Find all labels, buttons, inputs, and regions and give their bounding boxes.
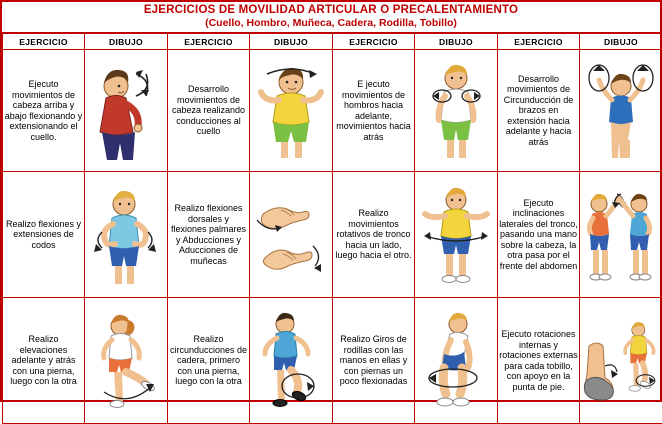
exercise-drawing (580, 50, 662, 172)
leg-raise-figure (86, 306, 166, 416)
trunk-rotation-figure (416, 180, 496, 290)
exercise-text: Ejecuto inclinaciones laterales del tronco, pasando una mano sobre la cabeza, la otra pasa por el frente del abdomen (498, 172, 580, 298)
exercise-drawing (580, 298, 662, 424)
exercise-text: Realizo elevaciones adelante y atrás con una pierna, luego con la otra (3, 298, 85, 424)
exercise-drawing (250, 172, 333, 298)
header-drawing-1: DIBUJO (85, 34, 168, 50)
header-drawing-4: DIBUJO (580, 34, 662, 50)
exercise-drawing (415, 172, 498, 298)
exercise-text: Realizo movimientos rotativos de tronco hacia un lado, luego hacia el otro. (333, 172, 415, 298)
header-exercise-4: EJERCICIO (498, 34, 580, 50)
exercise-text: Realizo flexiones dorsales y flexiones palmares y Abducciones y Aducciones de muñecas (168, 172, 250, 298)
exercise-drawing (85, 298, 168, 424)
table-row (3, 50, 662, 172)
exercise-text: Ejecuto rotaciones internas y rotaciones externas para cada tobillo, con apoyo en la punta de pie. (498, 298, 580, 424)
title-line-2: (Cuello, Hombro, Muñeca, Cadera, Rodilla, Tobillo) (2, 17, 660, 29)
elbow-flexion-figure (86, 180, 166, 290)
header-exercise-3: EJERCICIO (333, 34, 415, 50)
lateral-trunk-bend-figure (581, 180, 661, 290)
exercise-drawing (250, 50, 333, 172)
title-line-1: EJERCICIOS DE MOVILIDAD ARTICULAR O PRECALENTAMIENTO (2, 4, 660, 16)
wrist-movements-figure (251, 180, 331, 290)
exercise-drawing (85, 172, 168, 298)
shoulder-circles-figure (416, 56, 496, 166)
neck-rotation-figure (251, 56, 331, 166)
ankle-rotation-figure (581, 306, 661, 416)
table-row (3, 298, 662, 424)
exercise-drawing (415, 50, 498, 172)
exercise-text: Realizo circunducciones de cadera, primero con una pierna, luego con la otra (168, 298, 250, 424)
table-row (3, 172, 662, 298)
header-drawing-3: DIBUJO (415, 34, 498, 50)
neck-flexion-extension-figure (86, 56, 166, 166)
exercise-text: E jecuto movimientos de hombros hacia adelante, movimientos hacia atrás (333, 50, 415, 172)
exercise-text: Desarrollo movimientos de Circunducción de brazos en extensión hacia adelante y hacia atrás (498, 50, 580, 172)
knee-rotation-figure (416, 306, 496, 416)
exercise-text: Ejecuto movimientos de cabeza arriba y abajo flexionando y extensionando el cuello. (3, 50, 85, 172)
exercise-text: Desarrollo movimientos de cabeza realizando conducciones al cuello (168, 50, 250, 172)
exercise-table (2, 33, 662, 424)
header-exercise-1: EJERCICIO (3, 34, 85, 50)
exercise-drawing (580, 172, 662, 298)
header-drawing-2: DIBUJO (250, 34, 333, 50)
hip-circumduction-figure (251, 306, 331, 416)
table-header-row (3, 34, 662, 50)
exercise-text: Realizo Giros de rodillas con las manos en ellas y con piernas un poco flexionadas (333, 298, 415, 424)
exercise-drawing (250, 298, 333, 424)
arm-circumduction-figure (581, 56, 661, 166)
exercise-drawing (415, 298, 498, 424)
exercise-drawing (85, 50, 168, 172)
header-exercise-2: EJERCICIO (168, 34, 250, 50)
exercise-text: Realizo flexiones y extensiones de codos (3, 172, 85, 298)
page-title (2, 2, 660, 33)
